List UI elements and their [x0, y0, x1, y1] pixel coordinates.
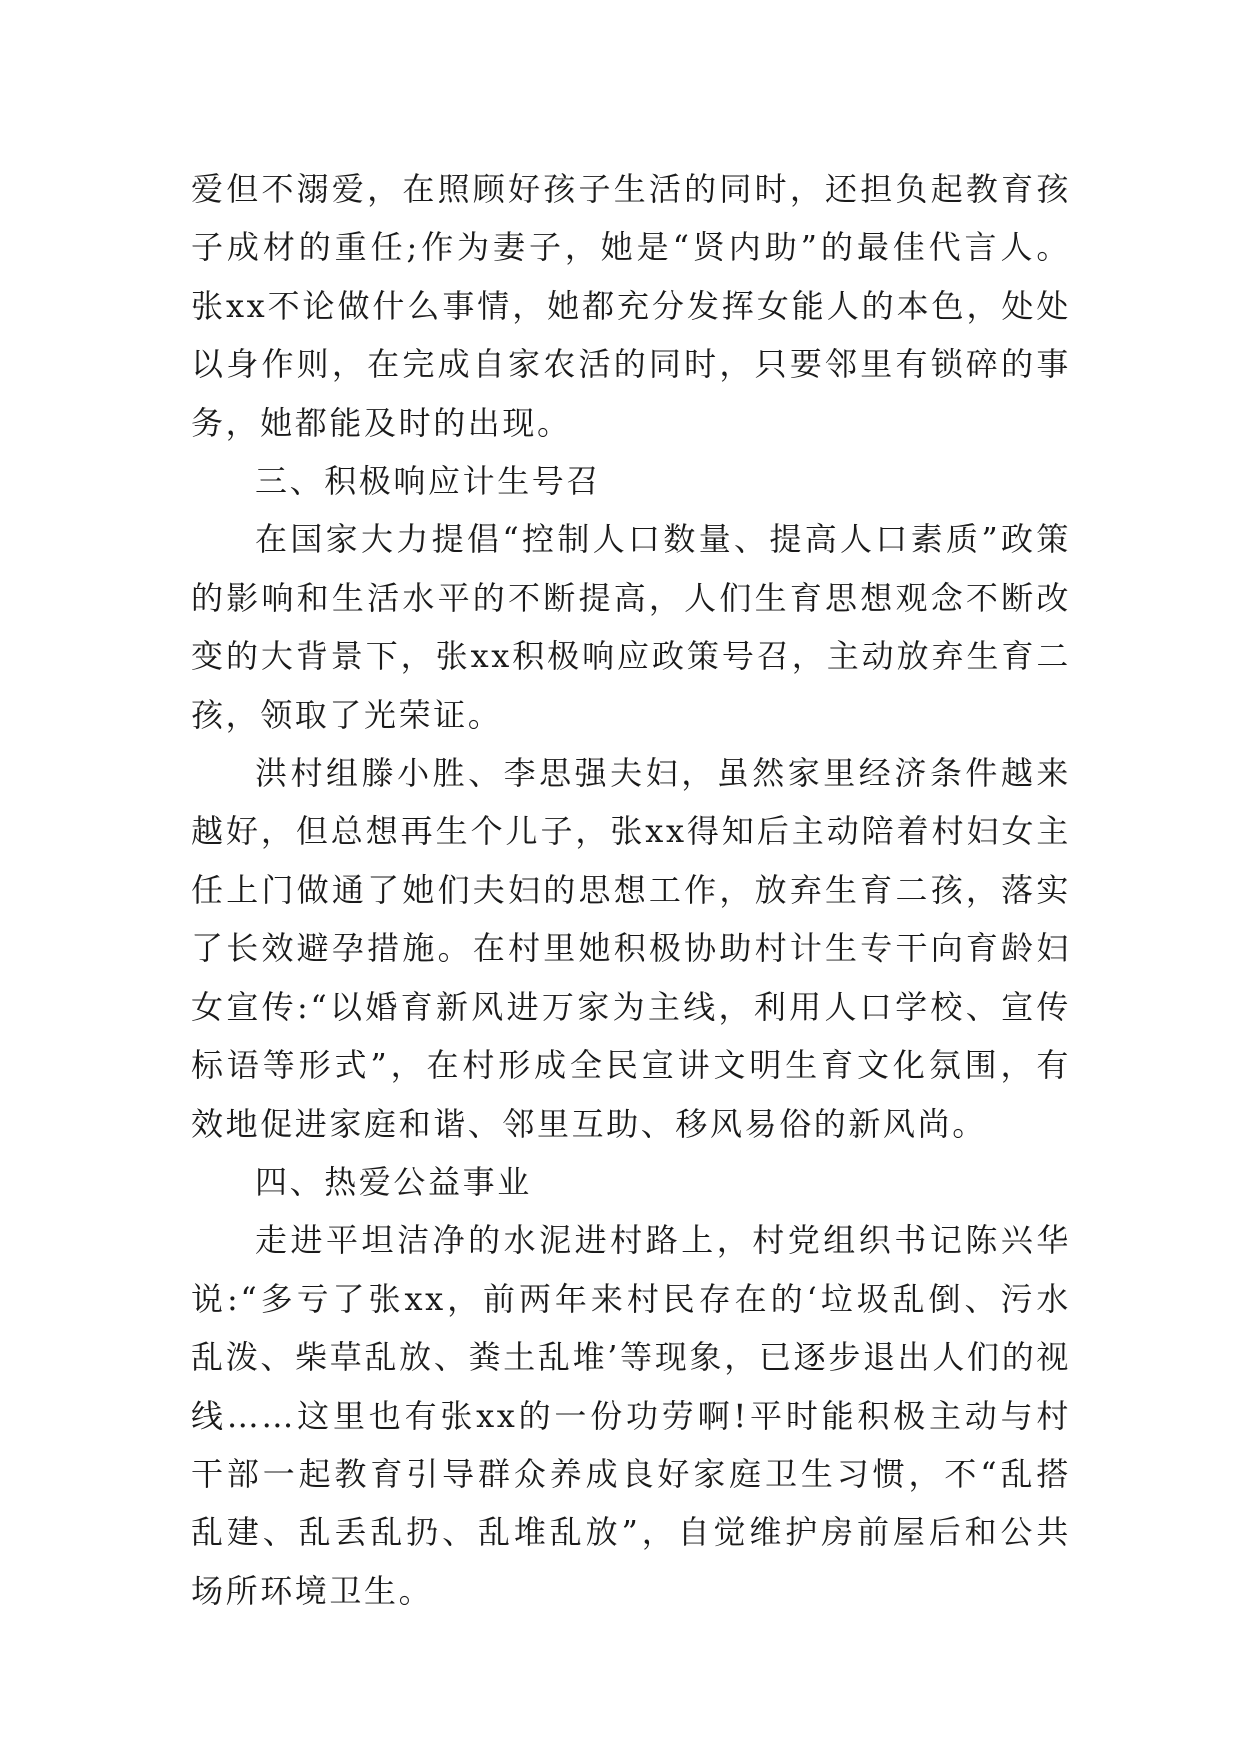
document-body	[191, 160, 1071, 1620]
section-heading-4: 四、热爱公益事业	[255, 1162, 532, 1201]
paragraph: 走进平坦洁净的水泥进村路上，村党组织书记陈兴华说:“多亏了张xx，前两年来村民存在的‘垃圾乱倒、污水乱泼、柴草乱放、粪土乱堆’等现象，已逐步退出人们的视线……这里也有张xx的一份功劳啊!平时能积极主动与村干部一起教育引导群众养成良好家庭卫生习惯，不“乱搭乱建、乱丢乱扔、乱堆乱放”，自觉维护房前屋后和公共场所环境卫生。	[191, 1221, 1071, 1610]
section-heading-3: 三、积极响应计生号召	[255, 462, 602, 501]
paragraph-continuation: 爱但不溺爱，在照顾好孩子生活的同时，还担负起教育孩子成材的重任;作为妻子，她是“贤内助”的最佳代言人。张xx不论做什么事情，她都充分发挥女能人的本色，处处以身作则，在完成自家农活的同时，只要邻里有锁碎的事务，她都能及时的出现。	[191, 170, 1071, 442]
paragraph: 洪村组滕小胜、李思强夫妇，虽然家里经济条件越来越好，但总想再生个儿子，张xx得知后主动陪着村妇女主任上门做通了她们夫妇的思想工作，放弃生育二孩，落实了长效避孕措施。在村里她积极协助村计生专干向育龄妇女宣传:“以婚育新风进万家为主线，利用人口学校、宣传标语等形式”，在村形成全民宣讲文明生育文化氛围，有效地促进家庭和谐、邻里互助、移风易俗的新风尚。	[191, 754, 1071, 1143]
paragraph: 在国家大力提倡“控制人口数量、提高人口素质”政策的影响和生活水平的不断提高，人们生育思想观念不断改变的大背景下，张xx积极响应政策号召，主动放弃生育二孩，领取了光荣证。	[191, 520, 1071, 734]
